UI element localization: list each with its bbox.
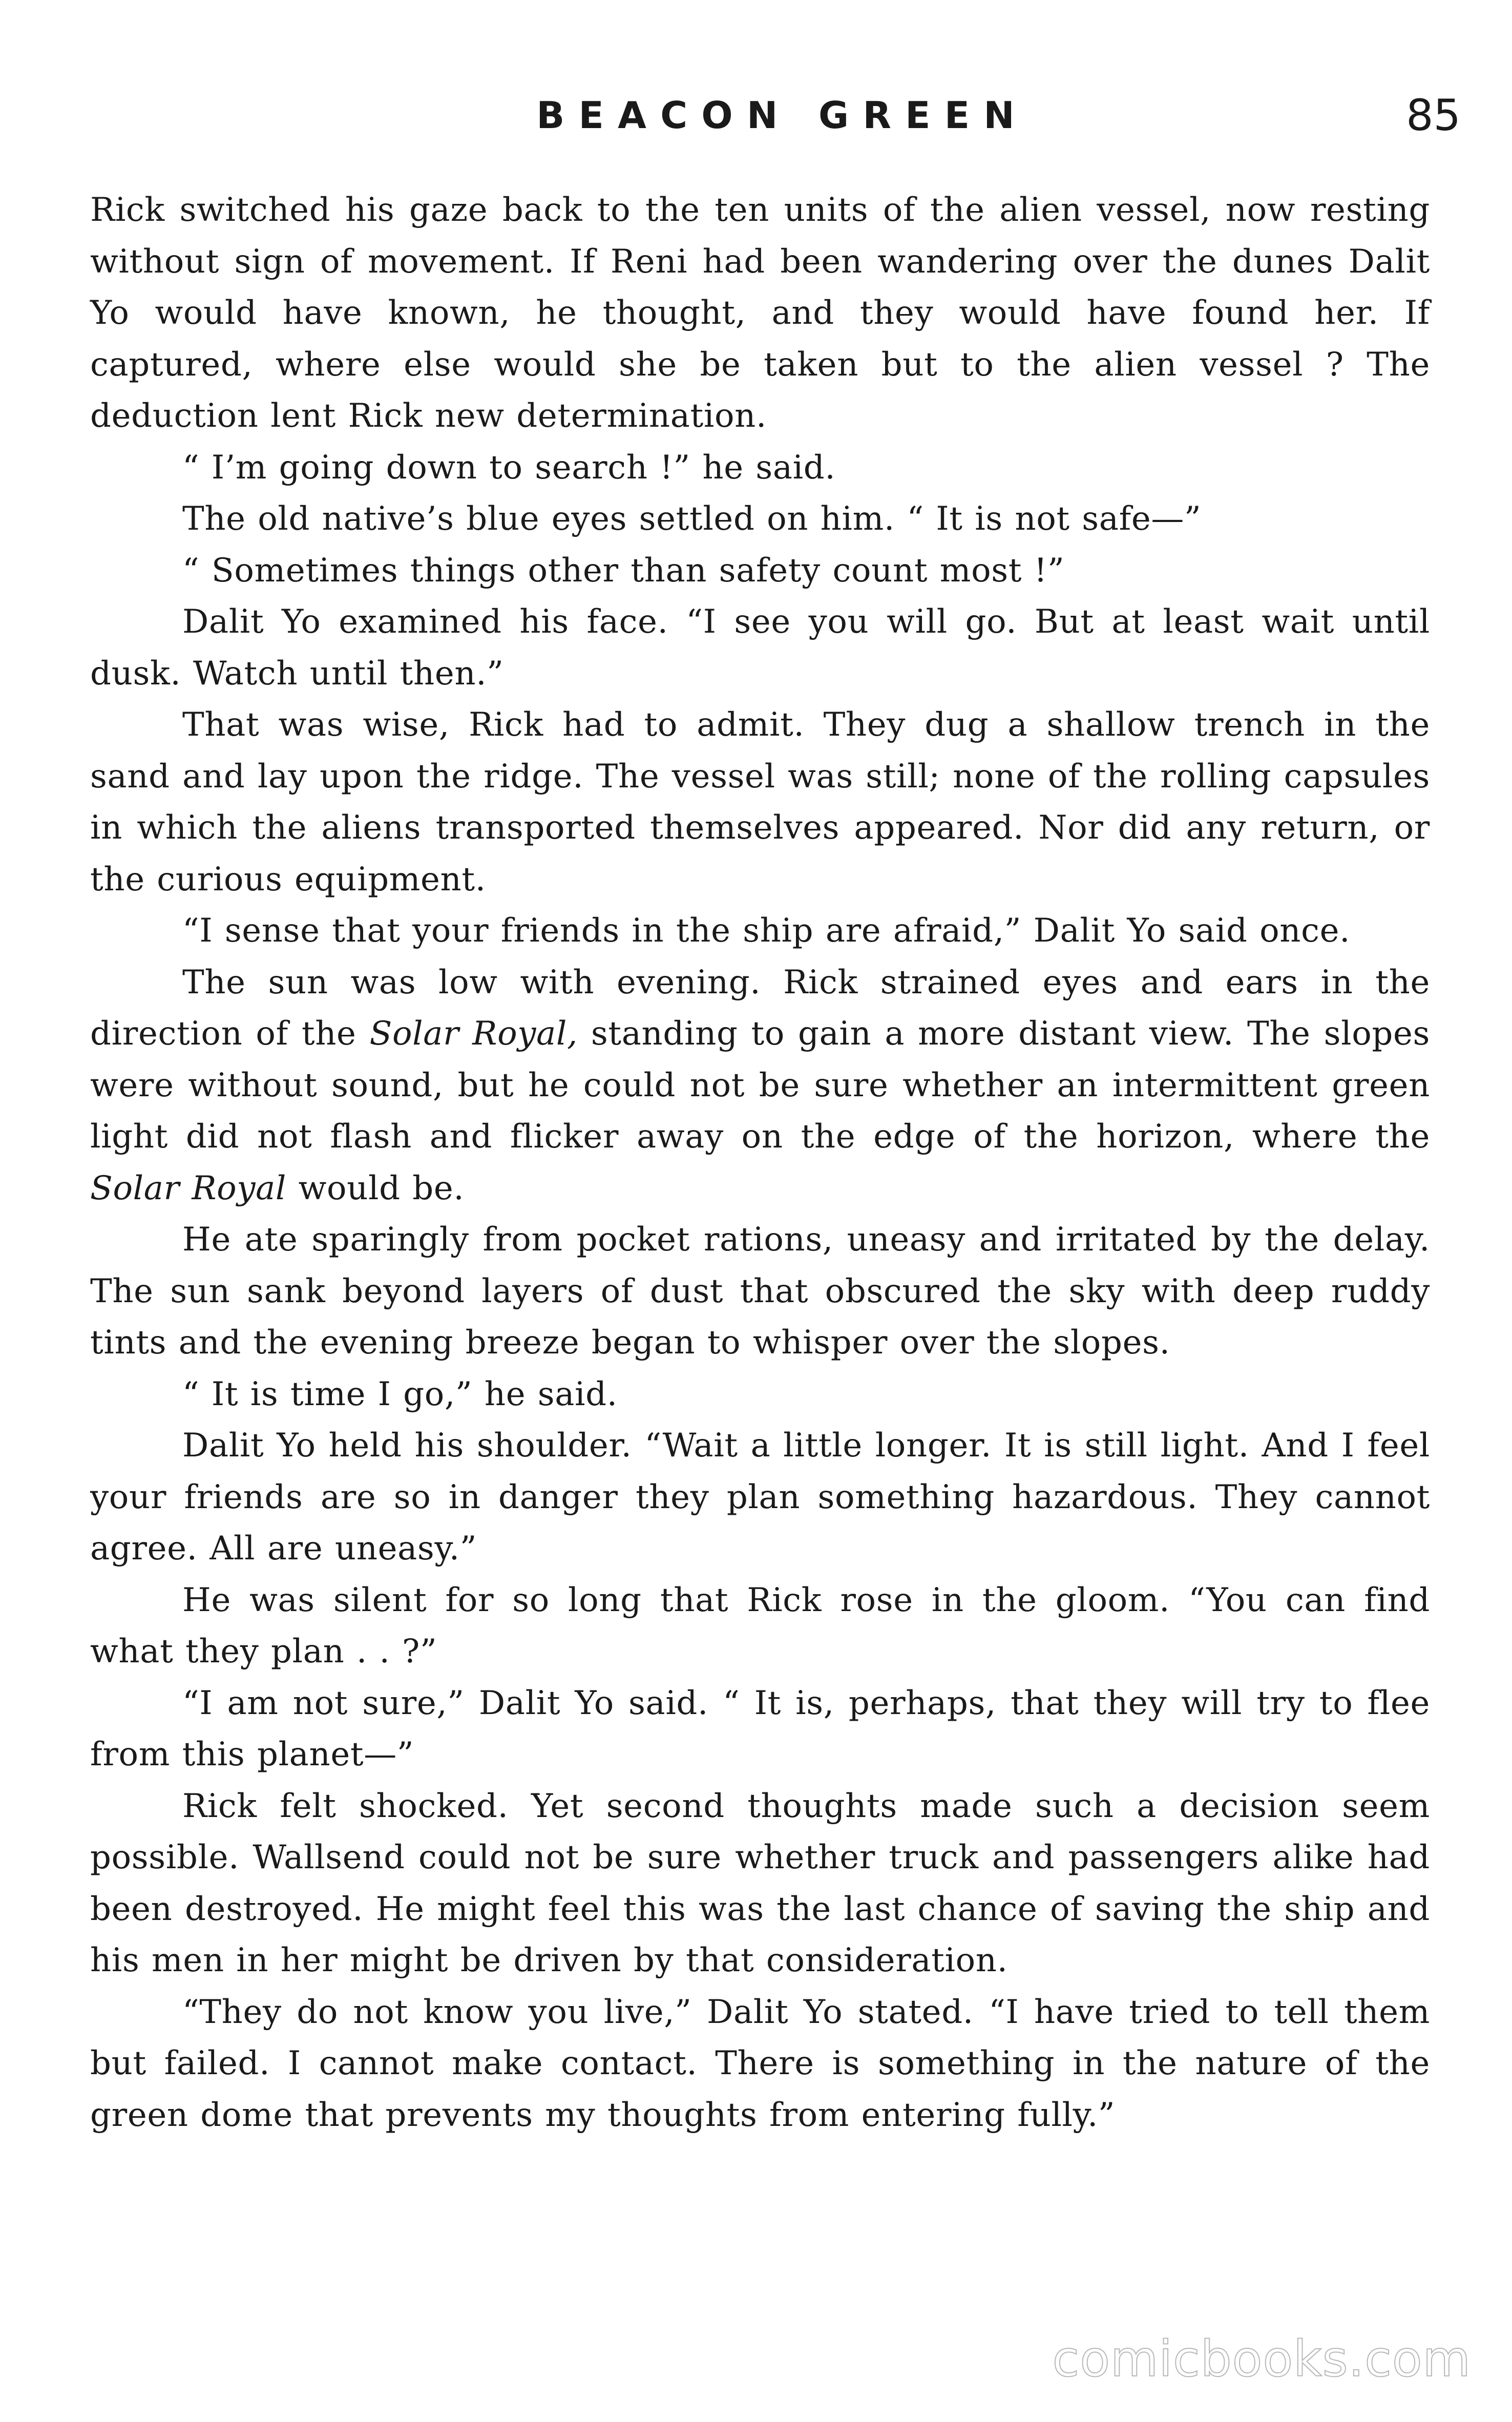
running-header (90, 85, 1461, 146)
paragraph-8-text-b: standing to gain a more distant view. The slopes were without sound, but he could not be sure whether an intermittent green light did not flash and flicker away on the edge of the horizon, where the (90, 1015, 1431, 1156)
paragraph-14: Rick felt shocked. Yet second thoughts made such a decision seem possible. Wallsend could not be sure whether truck and passengers alike had been destroyed. He might feel this was the last chance of saving the ship and his men in her might be driven by that consideration. (90, 1787, 1430, 1979)
paragraph-2: “ I’m going down to search !” he said. (182, 448, 836, 487)
ship-name-solar-royal: Solar Royal, (369, 1015, 578, 1053)
paragraph-3: The old native’s blue eyes settled on him. “ It is not safe—” (182, 500, 1202, 538)
paragraph-4: “ Sometimes things other than safety count most !” (182, 551, 1065, 590)
page-number: 85 (1406, 90, 1461, 140)
paragraph-9: He ate sparingly from pocket rations, uneasy and irritated by the delay. The sun sank beyond layers of dust that obscured the sky with deep ruddy tints and the evening breeze began to whisper over the slopes. (90, 1221, 1430, 1362)
paragraph-8 (90, 957, 1430, 1215)
paragraph-13: “I am not sure,” Dalit Yo said. “ It is, perhaps, that they will try to flee from this planet—” (90, 1684, 1430, 1773)
paragraph-8-text-a: The sun was low with evening. Rick strained eyes and ears in the direction of the (90, 963, 1430, 1053)
running-title: BEACON GREEN (536, 94, 1028, 137)
paragraph-1: Rick switched his gaze back to the ten units of the alien vessel, now resting without sign of movement. If Reni had been wandering over the dunes Dalit Yo would have known, he thought, and they would have found her. If captured, where else would she be taken but to the alien vessel ? The deduction lent Rick new determination. (90, 191, 1430, 435)
paragraph-15: “They do not know you live,” Dalit Yo stated. “I have tried to tell them but failed. I cannot make contact. There is something in the nature of the green dome that prevents my thoughts from entering fully.” (90, 1993, 1430, 2134)
body-text (90, 184, 1430, 2141)
paragraph-12: He was silent for so long that Rick rose in the gloom. “You can find what they plan . . ?” (90, 1581, 1430, 1671)
ship-name-solar-royal-2: Solar Royal (90, 1169, 287, 1207)
paragraph-11: Dalit Yo held his shoulder. “Wait a little longer. It is still light. And I feel your friends are so in danger they plan something hazardous. They cannot agree. All are uneasy.” (90, 1427, 1430, 1568)
paragraph-8-text-c: would be. (286, 1169, 465, 1207)
paragraph-7: “I sense that your friends in the ship are afraid,” Dalit Yo said once. (182, 912, 1351, 950)
paragraph-5: Dalit Yo examined his face. “I see you will go. But at least wait until dusk. Watch until then.” (90, 603, 1430, 693)
paragraph-10: “ It is time I go,” he said. (182, 1375, 618, 1413)
paragraph-6: That was wise, Rick had to admit. They dug a shallow trench in the sand and lay upon the ridge. The vessel was still; none of the rolling capsules in which the aliens transported themselves appeared. Nor did any return, or the curious equipment. (90, 706, 1430, 899)
watermark: comicbooks.com (1052, 2330, 1471, 2388)
